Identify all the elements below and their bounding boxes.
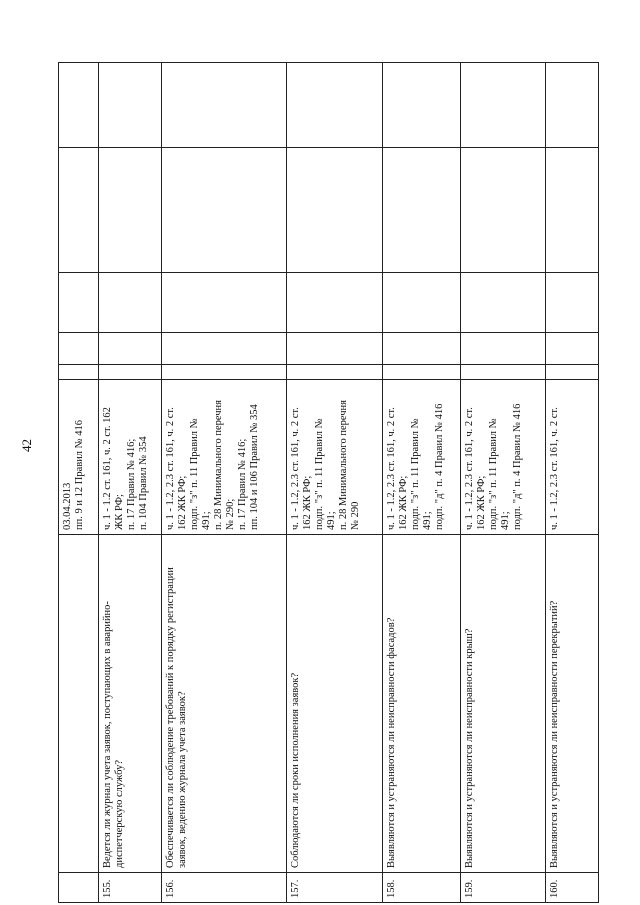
checklist-table bbox=[58, 62, 599, 903]
cell-norm bbox=[59, 380, 99, 535]
row-norm bbox=[162, 380, 287, 535]
cell-no bbox=[383, 273, 461, 333]
norm-line: п. 104 Правил № 354 bbox=[138, 436, 149, 530]
table-row bbox=[162, 63, 287, 903]
norm-line: 162 ЖК РФ; bbox=[302, 475, 313, 530]
cell-note bbox=[383, 63, 461, 148]
row-norm bbox=[383, 380, 461, 535]
cell-no bbox=[461, 273, 546, 333]
norm-line: 491; bbox=[422, 511, 433, 530]
norm-line: подп. "з" п. 11 Правил № bbox=[189, 418, 200, 530]
cell-note bbox=[99, 63, 162, 148]
norm-line: п. 28 Минимального перечня bbox=[213, 400, 224, 530]
row-number: 156. bbox=[162, 873, 287, 903]
cell-yes bbox=[383, 333, 461, 365]
cell-narrow bbox=[99, 365, 162, 380]
row-question: Выявляются и устраняются ли неисправности крыш? bbox=[461, 535, 546, 873]
cell-num bbox=[59, 873, 99, 903]
norm-line: № 290 bbox=[350, 501, 361, 530]
cell-yes bbox=[546, 333, 599, 365]
norm-line: подп. "з" п. 11 Правил № bbox=[314, 418, 325, 530]
cell-yes bbox=[162, 333, 287, 365]
row-question: Соблюдаются ли сроки исполнения заявок? bbox=[287, 535, 383, 873]
row-number: 159. bbox=[461, 873, 546, 903]
cell-narrow bbox=[162, 365, 287, 380]
cell-narrow bbox=[546, 365, 599, 380]
cell-question bbox=[59, 535, 99, 873]
norm-line: ч. 1 - 1.2, 2.3 ст. 161, ч. 2 ст. bbox=[386, 407, 397, 530]
cell-no bbox=[287, 273, 383, 333]
cell-no bbox=[99, 273, 162, 333]
row-number: 158. bbox=[383, 873, 461, 903]
row-norm bbox=[99, 380, 162, 535]
cell-yes bbox=[461, 333, 546, 365]
norm-line: подп. "з" п. 11 Правил № bbox=[410, 418, 421, 530]
row-question: Выявляются и устраняются ли неисправности перекрытий? bbox=[546, 535, 599, 873]
cell-narrow bbox=[383, 365, 461, 380]
norm-line: ЖК РФ; bbox=[114, 494, 125, 530]
norm-line: ч. 1 - 1.2, 2.3 ст. 161, ч. 2 ст. bbox=[290, 407, 301, 530]
cell-note bbox=[546, 63, 599, 148]
norm-line: подп. "з" п. 11 Правил № bbox=[488, 418, 499, 530]
norm-line: п. 28 Минимального перечня bbox=[338, 400, 349, 530]
cell-not-applicable bbox=[546, 148, 599, 273]
cell-not-applicable bbox=[287, 148, 383, 273]
cell-note bbox=[162, 63, 287, 148]
row-number: 155. bbox=[99, 873, 162, 903]
row-question: Выявляются и устраняются ли неисправности фасадов? bbox=[383, 535, 461, 873]
cell-not-applicable bbox=[162, 148, 287, 273]
cell-not-applicable bbox=[59, 148, 99, 273]
norm-line: пп. 104 и 106 Правил № 354 bbox=[249, 404, 260, 530]
row-question: Обеспечивается ли соблюдение требований к порядку регистрации заявок, ведению журнала учета заявок? bbox=[162, 535, 287, 873]
norm-line: 03.04.2013 bbox=[62, 482, 73, 530]
cell-not-applicable bbox=[461, 148, 546, 273]
row-norm bbox=[546, 380, 599, 535]
table-row bbox=[461, 63, 546, 903]
row-norm bbox=[287, 380, 383, 535]
table-row-continued bbox=[59, 63, 99, 903]
cell-narrow bbox=[59, 365, 99, 380]
row-question: Ведется ли журнал учета заявок, поступающих в аварийно-диспетчерскую службу? bbox=[99, 535, 162, 873]
page-number: 42 bbox=[19, 439, 34, 452]
norm-line: 491; bbox=[500, 511, 511, 530]
cell-narrow bbox=[461, 365, 546, 380]
row-number: 160. bbox=[546, 873, 599, 903]
norm-line: ч. 1 - 1.2, 2.3 ст. 161, ч. 2 ст. bbox=[549, 407, 560, 530]
norm-line: пп. 9 и 12 Правил № 416 bbox=[74, 419, 85, 530]
norm-line: 491; bbox=[326, 511, 337, 530]
norm-line: ч. 1 - 1.2, 2.3 ст. 161, ч. 2 ст. bbox=[464, 407, 475, 530]
norm-line: № 290; bbox=[225, 498, 236, 530]
cell-note bbox=[59, 63, 99, 148]
norm-line: 162 ЖК РФ; bbox=[177, 475, 188, 530]
norm-line: п. 17 Правил № 416; bbox=[126, 438, 137, 530]
norm-line: 162 ЖК РФ; bbox=[398, 475, 409, 530]
norm-line: ч. 1 - 1.2 ст. 161, ч. 2 ст. 162 bbox=[102, 407, 113, 530]
cell-not-applicable bbox=[383, 148, 461, 273]
cell-no bbox=[162, 273, 287, 333]
norm-line: подп. "д" п. 4 Правил № 416 bbox=[434, 403, 445, 530]
cell-narrow bbox=[287, 365, 383, 380]
checklist-sheet bbox=[58, 63, 598, 903]
norm-line: ч. 1 - 1.2, 2.3 ст. 161, ч. 2 ст. bbox=[165, 407, 176, 530]
cell-no bbox=[546, 273, 599, 333]
norm-line: 162 ЖК РФ; bbox=[476, 475, 487, 530]
cell-no bbox=[59, 273, 99, 333]
row-number: 157. bbox=[287, 873, 383, 903]
table-row bbox=[99, 63, 162, 903]
cell-yes bbox=[287, 333, 383, 365]
table-row bbox=[546, 63, 599, 903]
row-norm bbox=[461, 380, 546, 535]
cell-note bbox=[287, 63, 383, 148]
norm-line: п. 17 Правил № 416; bbox=[237, 438, 248, 530]
cell-not-applicable bbox=[99, 148, 162, 273]
table-row bbox=[287, 63, 383, 903]
norm-line: подп. "д" п. 4 Правил № 416 bbox=[512, 403, 523, 530]
cell-yes bbox=[99, 333, 162, 365]
cell-note bbox=[461, 63, 546, 148]
table-row bbox=[383, 63, 461, 903]
norm-line: 491; bbox=[201, 511, 212, 530]
cell-yes bbox=[59, 333, 99, 365]
